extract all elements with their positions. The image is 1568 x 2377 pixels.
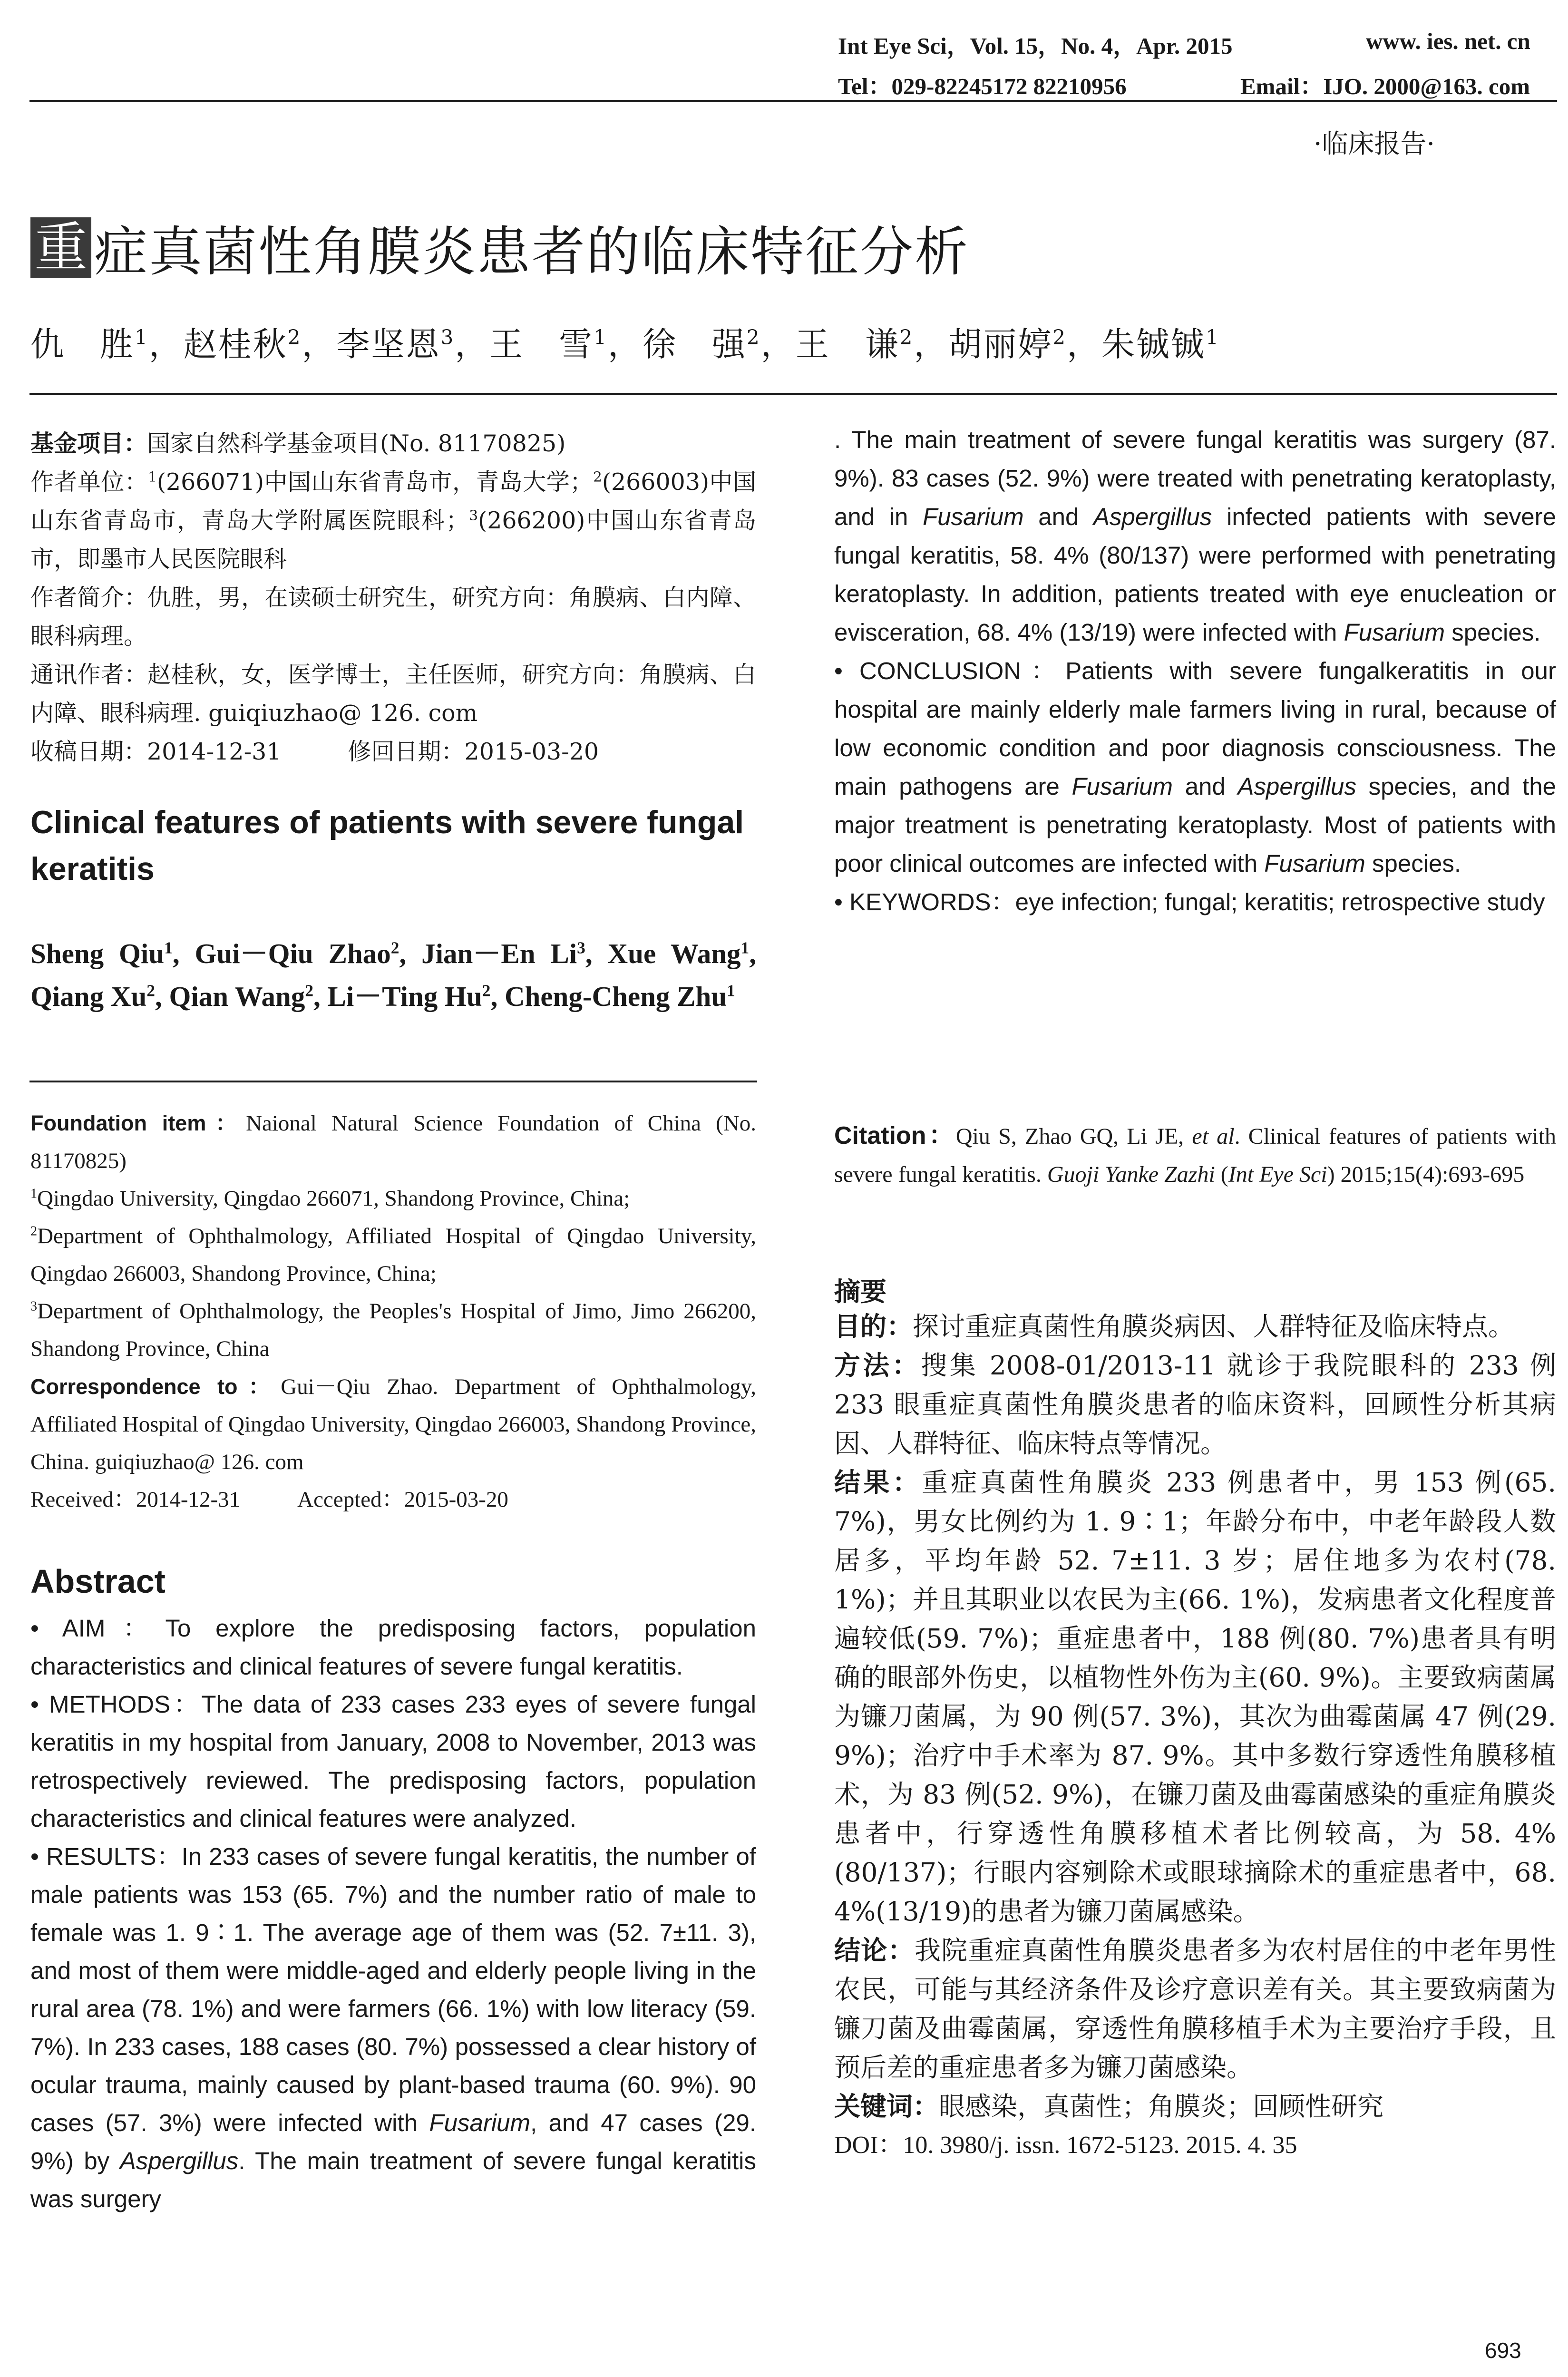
fusarium-term: Fusarium xyxy=(429,2109,531,2136)
citation-journal: Guoji Yanke Zazhi xyxy=(1047,1162,1215,1187)
aspergillus-term: Aspergillus xyxy=(1237,773,1356,800)
keywords-label-cn: 关键词： xyxy=(834,2091,939,2122)
results-text-cn: 重症真菌性角膜炎 233 例患者中，男 153 例(65. 7%)，男女比例约为 1. 9∶1；年龄分布中，中老年龄段人数居多，平均年龄 52. 7±11. 3 岁；居住地多为农村(78. 1%)；并且其职业以农民为主(66. 1%)，发病患者文化程度普遍较低(59. 7%)；重症患者中，188 例(80. 7%)患者具有明确的眼部外伤史，以植物性外伤为主(60. 9%)。主要致病菌属为镰刀菌属，为 90 例(57. 3%)，其次为曲霉菌属 47 例(29. 9%)；治疗中手术率为 87. 9%。其中多数行穿透性角膜移植术，为 83 例(52. 9%)，在镰刀菌及曲霉菌感染的重症角膜炎患者中，行穿透性角膜移植术者比例较高，为 58. 4%(80/137)；行眼内容剜除术或眼球摘除术的重症患者中，68. 4%(13/19)的患者为镰刀菌属感染。 xyxy=(834,1467,1556,1927)
conclusion-text-4: species. xyxy=(1365,850,1461,877)
methods-text: The data of 233 cases 233 eyes of severe fungal keratitis in my hospital from January, 2008 to November, 2013 was retrospectively reviewed. The predisposing factors, population characteristics and clinical features were analyzed. xyxy=(30,1691,756,1832)
foundation-text: Naional Natural Science Foundation of China (No. 81170825) xyxy=(30,1111,756,1173)
fund-text: 国家自然科学基金项目(No. 81170825) xyxy=(147,430,566,457)
section-label: ·临床报告· xyxy=(1314,128,1435,159)
journal-email: Email：IJO. 2000@163. com xyxy=(1240,73,1530,99)
conclusion-text-2: and xyxy=(1173,773,1238,800)
results-label: RESULTS： xyxy=(46,1843,182,1870)
journal-tel: Tel：029-82245172 82210956 xyxy=(838,73,1127,99)
authors-cn: 仇 胜$^1$，赵桂秋$^2$，李坚恩$^3$，王 雪$^1$，徐 强$^2$，王 谦$^2$，胡丽婷$^2$，朱铖铖$^1$ xyxy=(30,325,1220,364)
aim-label: AIM： xyxy=(62,1615,166,1642)
accepted-en: Accepted：2015-03-20 xyxy=(297,1487,508,1512)
citation-text-2: . Clinical features of patients with severe fungal keratitis. xyxy=(834,1124,1557,1187)
fusarium-term: Fusarium xyxy=(1344,619,1445,646)
received-en: Received：2014-12-31 xyxy=(30,1487,241,1512)
foundation-label: Foundation item： xyxy=(30,1111,246,1135)
author-cn-affiliation-number: 3 xyxy=(440,325,455,349)
author-cn-name: 仇 胜 xyxy=(30,325,135,364)
author-cn-affiliation-number: 2 xyxy=(1052,325,1067,349)
fusarium-term: Fusarium xyxy=(1071,773,1173,800)
unit-3: (266200)中国山东省青岛市，即墨市人民医院眼科 xyxy=(30,507,756,573)
citation-etal: et al xyxy=(1192,1124,1235,1149)
received-cn: 收稿日期：2014-12-31 xyxy=(30,738,282,765)
corr-text-cn: 赵桂秋，女，医学博士，主任医师，研究方向：角膜病、白内障、眼科病理. guiqiuzhao@ 126. com xyxy=(30,661,756,727)
authors-en: Sheng Qiu$^1$, Gui－Qiu Zhao$^2$, Jian－En Li$^3$, Xue Wang$^1$, Qiang Xu$^2$, Qian Wang$^2$, Li－Ting Hu$^2$, Cheng-Cheng Zhu$^1$ xyxy=(30,938,756,1012)
author-cn-affiliation-number: 1 xyxy=(135,325,149,349)
front-matter-cn: 基金项目：国家自然科学基金项目(No. 81170825) 作者单位：$^1$(266071)中国山东省青岛市，青岛大学；$^2$(266003)中国山东省青岛市，青岛大学附属医院眼科；$^3$(266200)中国山东省青岛市，即墨市人民医院眼科 作者简介：仇胜，男，在读硕士研究生，研究方向：角膜病、白内障、眼科病理。 通讯作者：赵桂秋，女，医学博士，主任医师，研究方向：角膜病、白内障、眼科病理. guiqiuzhao@ 126. com 收稿日期：2014-12-31 修回日期：2015-03-20 xyxy=(30,429,756,765)
author-cn-name: 李坚恩 xyxy=(336,325,441,364)
results-label-cn: 结果： xyxy=(834,1467,922,1498)
results-text-5: infected patients with severe fungal keratitis, 58. 4% (80/137) were performed with penetrating keratoplasty. In addition, patients treated with eye enucleation or evisceration, 68. 4% (13/19) were infected with xyxy=(834,503,1557,646)
bio-text: 仇胜，男，在读硕士研究生，研究方向：角膜病、白内障、眼科病理。 xyxy=(30,584,756,650)
author-en-affiliation-number: 1 xyxy=(727,981,735,1000)
article-title-en: Clinical features of patients with severe fungal keratitis xyxy=(30,804,744,887)
author-cn-name: 徐 强 xyxy=(642,325,747,364)
keywords-en: eye infection; fungal; keratitis; retrospective study xyxy=(1015,888,1545,916)
unit-1: (266071)中国山东省青岛市，青岛大学； xyxy=(156,468,594,496)
author-cn-affiliation-number: 2 xyxy=(287,325,302,349)
abstract-cn xyxy=(834,1307,1556,2165)
corr-text-en: Gui－Qiu Zhao. Department of Ophthalmology, Affiliated Hospital of Qingdao University, Qingdao 266003, Shandong Province, China. guiqiuzhao@ 126. com xyxy=(30,1374,756,1474)
conclusion-label: CONCLUSION： xyxy=(859,657,1066,684)
author-en-name: Qiang Xu xyxy=(30,981,147,1012)
article-title-cn xyxy=(30,209,969,281)
keywords-label-en: KEYWORDS： xyxy=(849,888,1015,916)
journal-info: Int Eye Sci，Vol. 15，No. 4，Apr. 2015 xyxy=(838,33,1233,59)
author-en-name: Cheng-Cheng Zhu xyxy=(504,981,727,1012)
author-cn-name: 朱铖铖 xyxy=(1101,325,1206,364)
corr-label-en: Correspondence to： xyxy=(30,1374,281,1399)
aim-label-cn: 目的： xyxy=(834,1311,913,1342)
aim-text-cn: 探讨重症真菌性角膜炎病因、人群特征及临床特点。 xyxy=(913,1311,1515,1342)
conclusion-label-cn: 结论： xyxy=(834,1935,915,1966)
author-cn-name: 王 谦 xyxy=(795,325,900,364)
author-en-name: Jian－En Li xyxy=(421,938,577,969)
author-cn-affiliation-number: 2 xyxy=(746,325,761,349)
abstract-en-left: • AIM：To explore the predisposing factors, population characteristics and clinical features of severe fungal keratitis. • METHODS：The data of 233 cases 233 eyes of severe fungal keratitis in my hospital from January, 2008 to November, 2013 was retrospectively reviewed. The predisposing factors, population characteristics and clinical features were analyzed. • RESULTS：In 233 cases of severe fungal keratitis, the number of male patients was 153 (65. 7%) and the number ratio of male to female was 1. 9∶1. The average age of them was (52. 7±11. 3), and most of them were middle-aged and elderly people living in the rural area (78. 1%) and were farmers (66. 1%) with low literacy (59. 7%). In 233 cases, 188 cases (80. 7%) possessed a clear history of ocular trauma, mainly caused by plant-based trauma (60. 9%). 90 cases (57. 3%) were infected with Fusarium, and 47 cases (29. 9%) by Aspergillus. The main treatment of severe fungal keratitis was surgery xyxy=(30,1615,756,2212)
affiliation-1: Qingdao University, Qingdao 266071, Shandong Province, China; xyxy=(37,1186,630,1211)
bio-label: 作者简介： xyxy=(30,584,148,611)
author-cn-name: 胡丽婷 xyxy=(948,325,1053,364)
page-number: 693 xyxy=(1485,2338,1521,2363)
affiliation-3: Department of Ophthalmology, the Peoples's Hospital of Jimo, Jimo 266200, Shandong Province, China xyxy=(30,1299,756,1361)
doi: DOI：10. 3980/j. issn. 1672-5123. 2015. 4. 35 xyxy=(834,2132,1297,2159)
results-text-1: In 233 cases of severe fungal keratitis, the number of male patients was 153 (65. 7%) and the number ratio of male to female was 1. 9∶1. The average age of them was (52. 7±11. 3), and most of them were middle-aged and elderly people living in the rural area (78. 1%) and were farmers (66. 1%) with low literacy (59. 7%). In 233 cases, 188 cases (80. 7%) possessed a clear history of ocular trauma, mainly caused by plant-based trauma (60. 9%). 90 cases (57. 3%) were infected with xyxy=(30,1843,756,2136)
author-en-affiliation-number: 2 xyxy=(146,981,155,1000)
author-en-name: Qian Wang xyxy=(169,981,305,1012)
author-en-name: Gui－Qiu Zhao xyxy=(195,938,391,969)
author-en-affiliation-number: 2 xyxy=(482,981,491,1000)
methods-label: METHODS： xyxy=(49,1691,202,1718)
citation-text-3: ( xyxy=(1215,1162,1228,1187)
keywords-cn: 眼感染，真菌性；角膜炎；回顾性研究 xyxy=(939,2091,1384,2122)
title-first-char: 重 xyxy=(30,217,91,278)
unit-label: 作者单位： xyxy=(30,468,148,496)
author-en-affiliation-number: 2 xyxy=(390,938,399,957)
author-cn-name: 王 雪 xyxy=(489,325,594,364)
citation-label: Citation： xyxy=(834,1122,956,1150)
conclusion-text-3: species, and the major treatment is penetrating keratoplasty. Most of patients with poor clinical outcomes are infected with xyxy=(834,773,1557,877)
journal-website: www. ies. net. cn xyxy=(1366,28,1530,54)
author-en-affiliation-number: 1 xyxy=(164,938,173,957)
affiliation-2: Department of Ophthalmology, Affiliated Hospital of Qingdao University, Qingdao 266003, Shandong Province, China; xyxy=(30,1224,756,1286)
front-matter-en: Foundation item：Naional Natural Science Foundation of China (No. 81170825) $^1$Qingdao University, Qingdao 266071, Shandong Province, China; $^2$Department of Ophthalmology, Affiliated Hospital of Qingdao University, Qingdao 266003, Shandong Province, China; $^3$Department of Ophthalmology, the Peoples's Hospital of Jimo, Jimo 266200, Shandong Province, China Correspondence to：Gui－Qiu Zhao. Department of Ophthalmology, Affiliated Hospital of Qingdao University, Qingdao 266003, Shandong Province, China. guiqiuzhao@ 126. com Received：2014-12-31 Accepted：2015-03-20 xyxy=(30,1111,756,1512)
results-text-4: and xyxy=(1023,503,1093,530)
author-cn-name: 赵桂秋 xyxy=(183,325,288,364)
results-text-3: . The main treatment of severe fungal keratitis was surgery (87. 9%). 83 cases (52. 9%) were treated with penetrating keratoplasty, and in xyxy=(834,426,1556,530)
author-en-affiliation-number: 3 xyxy=(577,938,585,957)
author-cn-affiliation-number: 1 xyxy=(1206,325,1220,349)
title-block-rule xyxy=(29,393,1557,395)
abstract-heading-cn: 摘要 xyxy=(834,1276,887,1307)
author-en-name: Sheng Qiu xyxy=(30,938,165,969)
citation-text-4: ) 2015;15(4):693-695 xyxy=(1327,1162,1525,1187)
unit-2: (266003)中国山东省青岛市，青岛大学附属医院眼科； xyxy=(30,468,756,534)
title-rest: 症真菌性角膜炎患者的临床特征分析 xyxy=(94,221,969,283)
aspergillus-term: Aspergillus xyxy=(1093,503,1212,530)
authors-en-rule xyxy=(29,1081,757,1082)
results-text-2: , and 47 cases (29. 9%) by xyxy=(30,2109,756,2174)
author-en-affiliation-number: 2 xyxy=(305,981,314,1000)
citation-journal-en: Int Eye Sci xyxy=(1228,1162,1327,1187)
aspergillus-term: Aspergillus xyxy=(119,2147,239,2174)
fund-label: 基金项目： xyxy=(30,429,147,457)
methods-label-cn: 方法： xyxy=(834,1350,921,1381)
revised-cn: 修回日期：2015-03-20 xyxy=(348,738,599,765)
header-rule xyxy=(29,100,1557,102)
author-en-name: Li－Ting Hu xyxy=(327,981,482,1012)
author-cn-affiliation-number: 1 xyxy=(594,325,608,349)
abstract-en-right: . The main treatment of severe fungal keratitis was surgery (87. 9%). 83 cases (52. 9%) were treated with penetrating keratoplasty, and in Fusarium and Aspergillus infected patients with severe fungal keratitis, 58. 4% (80/137) were performed with penetrating keratoplasty. In addition, patients treated with eye enucleation or evisceration, 68. 4% (13/19) were infected with Fusarium species. • CONCLUSION：Patients with severe fungalkeratitis in our hospital are mainly elderly male farmers living in rural, because of low economic condition and poor diagnosis consciousness. The main pathogens are Fusarium and Aspergillus species, and the major treatment is penetrating keratoplasty. Most of patients with poor clinical outcomes are infected with Fusarium species. • KEYWORDS：eye infection; fungal; keratitis; retrospective study xyxy=(834,426,1557,916)
conclusion-text-1: Patients with severe fungalkeratitis in our hospital are mainly elderly male farmers living in rural, because of low economic condition and poor diagnosis consciousness. The main pathogens are xyxy=(834,657,1556,800)
author-en-name: Xue Wang xyxy=(607,938,741,969)
author-en-affiliation-number: 1 xyxy=(740,938,750,957)
abstract-heading-en: Abstract xyxy=(30,1563,166,1600)
citation xyxy=(834,1117,1556,1194)
author-cn-affiliation-number: 2 xyxy=(899,325,914,349)
conclusion-text-cn: 我院重症真菌性角膜炎患者多为农村居住的中老年男性农民，可能与其经济条件及诊疗意识差有关。其主要致病菌为镰刀菌及曲霉菌属，穿透性角膜移植手术为主要治疗手段，且预后差的重症患者多为镰刀菌感染。 xyxy=(834,1935,1556,2083)
citation-text-1: Qiu S, Zhao GQ, Li JE, xyxy=(955,1124,1192,1149)
fusarium-term: Fusarium xyxy=(1264,850,1365,877)
methods-text-cn: 搜集 2008-01/2013-11 就诊于我院眼科的 233 例 233 眼重症真菌性角膜炎患者的临床资料，回顾性分析其病因、人群特征、临床特点等情况。 xyxy=(834,1350,1556,1459)
results-text-6: species. xyxy=(1445,619,1541,646)
fusarium-term: Fusarium xyxy=(923,503,1024,530)
aim-text: To explore the predisposing factors, population characteristics and clinical features of severe fungal keratitis. xyxy=(30,1615,756,1680)
corr-label-cn: 通讯作者： xyxy=(30,661,148,688)
